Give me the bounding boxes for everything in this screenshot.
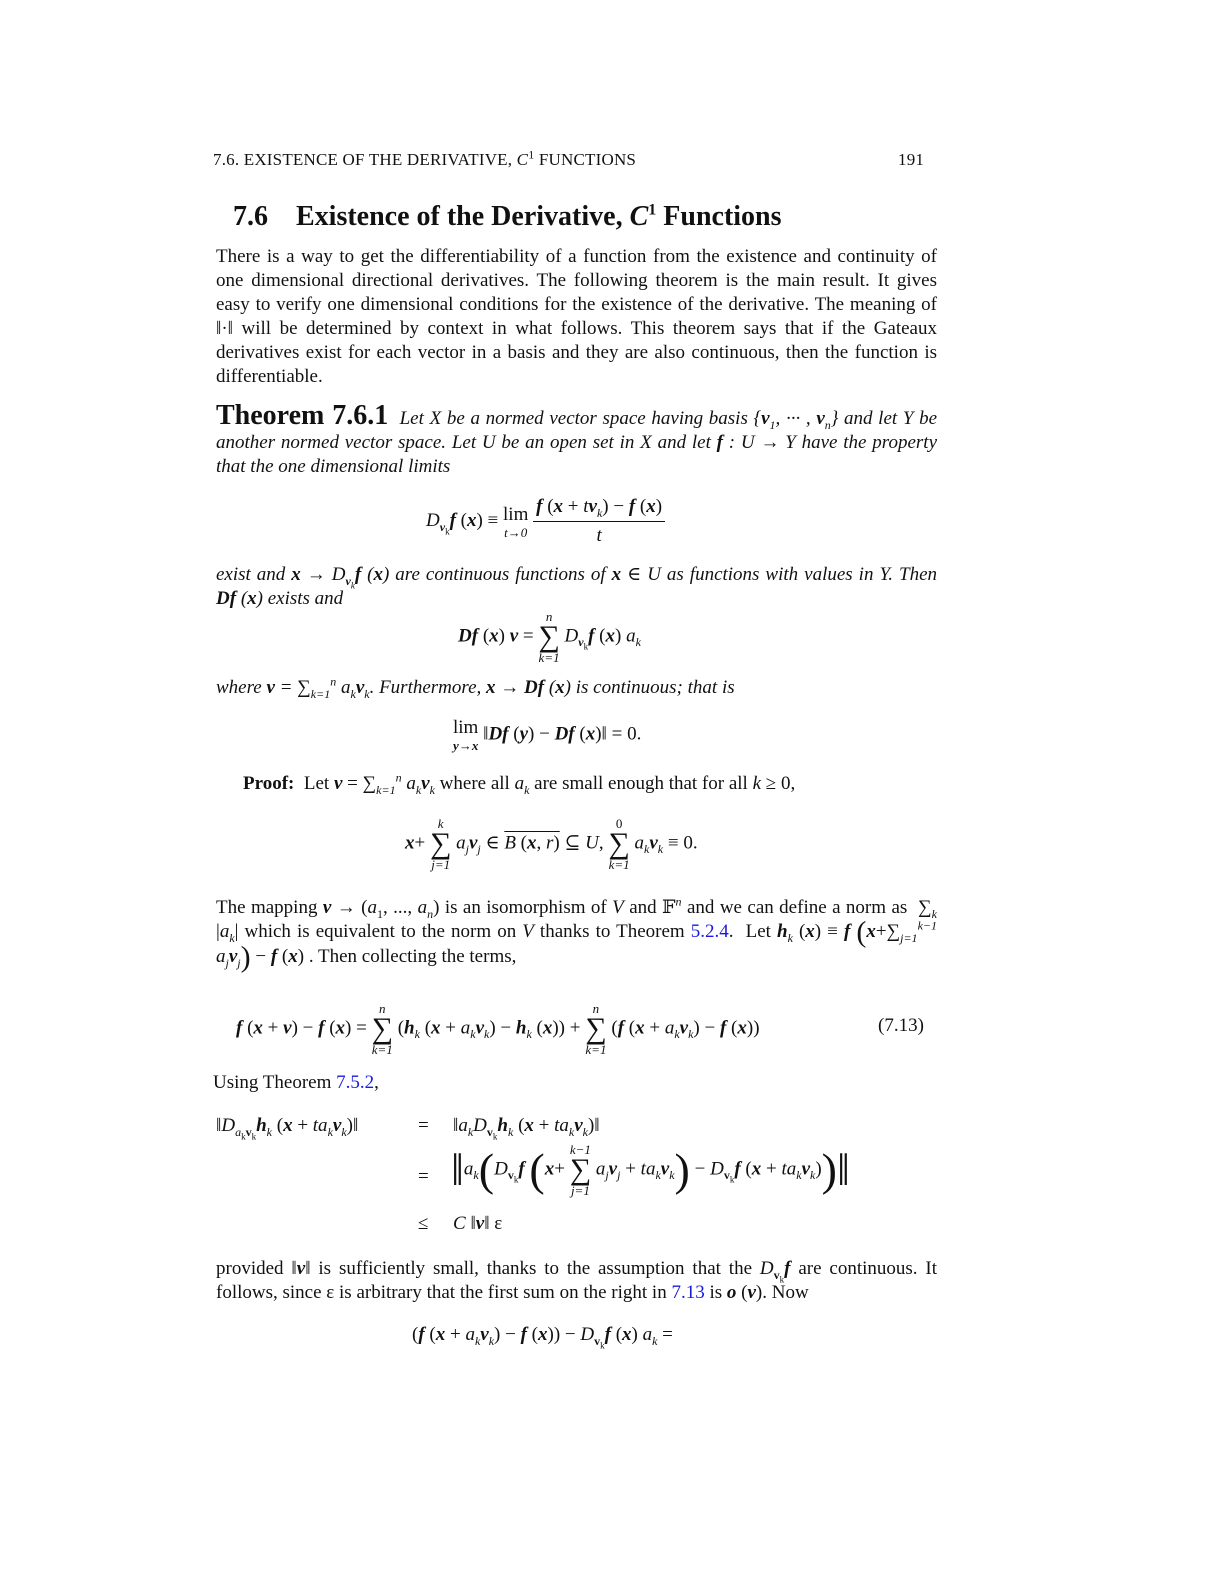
section-heading: 7.6 Existence of the Derivative, $C^1$ Functions — [233, 201, 782, 232]
theorem-label: Theorem 7.6.1 — [216, 400, 389, 431]
section-number: 7.6 — [233, 201, 268, 232]
theorem-statement-2: exist and $x \to D_{v_k}f$ (x) are continuous functions of x ∈ U as functions with values in Y. Then Df (x) exists and — [216, 564, 937, 609]
proof-line-1: Proof: Let $v = \sum_{k=1}^n$ $a_kv_k$ where all $a_k$ are small enough that for all k ≥ 0, — [243, 770, 796, 797]
estimate-row-3-rhs: C ‖v‖ ε — [453, 1213, 503, 1234]
equation-directional-derivative: $D_{v_k}f$ (x) ≡ lim t→0 $\frac{f (x + tv_k) - f (x)}{t}$ — [426, 495, 665, 548]
estimate-row-1-rhs: $‖a_kD_{v_k}h_k$ $(x + ta_kv_k)‖$ — [453, 1115, 600, 1142]
equation-derivative-sum: Df (x) v = n ∑ k=1 $D_{v_k}f$ (x) $a_k$ — [458, 609, 641, 665]
using-theorem-line: Using Theorem 7.5.2, — [213, 1072, 379, 1093]
link-equation-7-13[interactable]: 7.13 — [671, 1282, 705, 1303]
equation-7-13: f (x + v) − f (x) = n ∑ k=1 ($h_k$ $(x + a_kv_k) - h_k$ (x)) + n ∑ k=1 (f $(x + a_kv_k) - f$ (x)) — [236, 1001, 760, 1057]
proof-label: Proof: — [243, 773, 295, 794]
theorem-statement-1: Theorem 7.6.1 Let X be a normed vector space having basis {$v_1$, ··· , $v_n$} and let Y be another normed vector space. Let U be an open set in X and let f : U → Y have the property that the one dimensional limits — [216, 400, 938, 477]
estimate-row-2-rhs: $‖a_k(D_{v_k}f$ (x+ k−1 ∑ j=1 $a_jv_j + ta_kv_k) - D_{v_k}f$ $(x + ta_kv_k))‖$ — [451, 1142, 850, 1198]
page-number: 191 — [898, 150, 925, 169]
proof-paragraph-2: The mapping $v \to (a_1$, ..., $a_n$) is an isomorphism of V and 𝔽$^n$ and we can define a norm as $\sum_k$ $|a_k|$ which is equivalent to the norm on V thanks to Theorem 5.2.4. Let $h_k$ (x) ≡ f ($x+\sum_{j=1}^{k-1}$ $a_jv_j) - f$ (x) . Then collecting the terms, — [216, 894, 937, 974]
equation-final-partial: (f $(x + a_kv_k) - f$ $(x)) - D_{v_k}f$ (x) $a_k$ = — [412, 1324, 673, 1351]
estimate-relation-2: = — [418, 1166, 429, 1187]
link-theorem-5-2-4[interactable]: 5.2.4 — [690, 921, 729, 942]
estimate-relation-1: = — [418, 1115, 429, 1136]
estimate-row-1-lhs: $‖D_{a_kv_k}h_k$ $(x + ta_kv_k)‖$ — [216, 1115, 359, 1142]
link-theorem-7-5-2[interactable]: 7.5.2 — [336, 1072, 375, 1093]
intro-paragraph: There is a way to get the differentiability of a function from the existence and continuity of one dimensional directional derivatives. The following theorem is the main result. It gives easy to verify one dimensional conditions for the existence of the derivative. The meaning of ‖·‖ will be determined by context in what follows. This theorem says that if the Gateaux derivatives exist for each vector in a basis and they are also continuous, then the function is differentiable. — [216, 246, 937, 387]
equation-ball-containment: x+ k ∑ j=1 $a_jv_j$ ∈ B (x, r) ⊆ U, 0 ∑ k=1 $a_kv_k \equiv 0$. — [405, 816, 698, 872]
estimate-relation-3: ≤ — [418, 1213, 429, 1234]
proof-paragraph-3: provided ‖v‖ is sufficiently small, thanks to the assumption that the $D_{v_k}f$ are continuous. It follows, since ε is arbitrary that the first sum on the right in 7.13 is o (v). Now — [216, 1258, 938, 1303]
running-header-title: 7.6. EXISTENCE OF THE DERIVATIVE, $C^1$ FUNCTIONS — [213, 147, 637, 169]
equation-number: (7.13) — [878, 1015, 924, 1036]
theorem-statement-3: where $v = \sum_{k=1}^n$ $a_kv_k$. Furthermore, x → Df (x) is continuous; that is — [216, 674, 735, 701]
equation-continuity-limit: lim y→x ‖Df (y) − Df (x)‖ = 0. — [453, 717, 642, 753]
